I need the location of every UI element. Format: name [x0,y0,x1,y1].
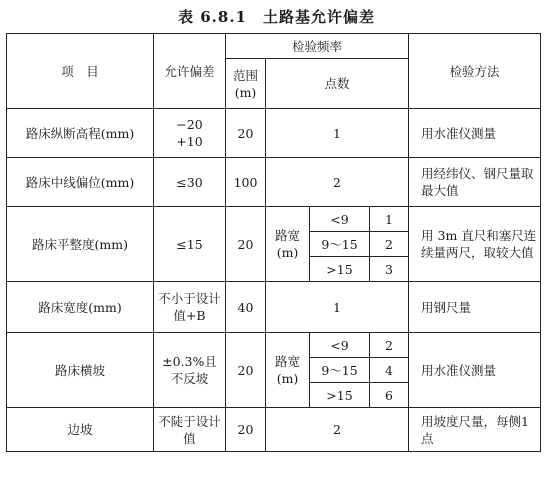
header-tolerance: 允许偏差 [154,34,226,109]
sub-points: 1 [370,207,409,232]
row-width-label: 路宽 (m) [266,207,310,282]
table-caption: 表 6.8.1 土路基允许偏差 [178,8,375,26]
row-tolerance: −20 +10 [154,109,226,158]
row-tolerance: 不陡于设计值 [154,408,226,452]
row-item: 路床纵断高程(mm) [7,109,154,158]
row-item: 路床宽度(mm) [7,282,154,333]
row-points: 2 [266,158,409,207]
header-frequency: 检验频率 [226,34,409,59]
row-tolerance: ≤15 [154,207,226,282]
row-points: 1 [266,282,409,333]
table-row [7,207,541,232]
sub-points: 6 [370,383,409,408]
sub-points: 2 [370,333,409,358]
sub-width: <9 [310,333,370,358]
row-tolerance: 不小于设计值+B [154,282,226,333]
row-width-label: 路宽 (m) [266,333,310,408]
header-points: 点数 [266,59,409,109]
row-method: 用 3m 直尺和塞尺连续量两尺，取较大值 [409,207,541,282]
sub-points: 2 [370,232,409,257]
row-item: 路床中线偏位(mm) [7,158,154,207]
row-item: 边坡 [7,408,154,452]
sub-width: 9～15 [310,358,370,383]
row-method: 用水准仪测量 [409,333,541,408]
row-method: 用钢尺量 [409,282,541,333]
header-method: 检验方法 [409,34,541,109]
row-points: 1 [266,109,409,158]
header-row [7,34,541,59]
table-row [7,408,541,452]
table-row [7,158,541,207]
row-tolerance: ±0.3%且不反坡 [154,333,226,408]
row-item: 路床平整度(mm) [7,207,154,282]
sub-width: 9～15 [310,232,370,257]
row-range: 40 [226,282,266,333]
row-item: 路床横坡 [7,333,154,408]
row-method: 用坡度尺量，每侧1点 [409,408,541,452]
sub-points: 3 [370,257,409,282]
row-method: 用水准仪测量 [409,109,541,158]
row-range: 20 [226,333,266,408]
table-row [7,282,541,333]
row-tolerance: ≤30 [154,158,226,207]
row-range: 100 [226,158,266,207]
sub-width: >15 [310,257,370,282]
row-range: 20 [226,207,266,282]
row-points: 2 [266,408,409,452]
sub-width: <9 [310,207,370,232]
sub-points: 4 [370,358,409,383]
sub-width: >15 [310,383,370,408]
row-range: 20 [226,408,266,452]
header-item: 项 目 [7,34,154,109]
row-method: 用经纬仪、钢尺量取最大值 [409,158,541,207]
row-range: 20 [226,109,266,158]
table-row [7,333,541,358]
table-row [7,109,541,158]
tolerance-table [6,33,541,452]
header-range: 范围 (m) [226,59,266,109]
